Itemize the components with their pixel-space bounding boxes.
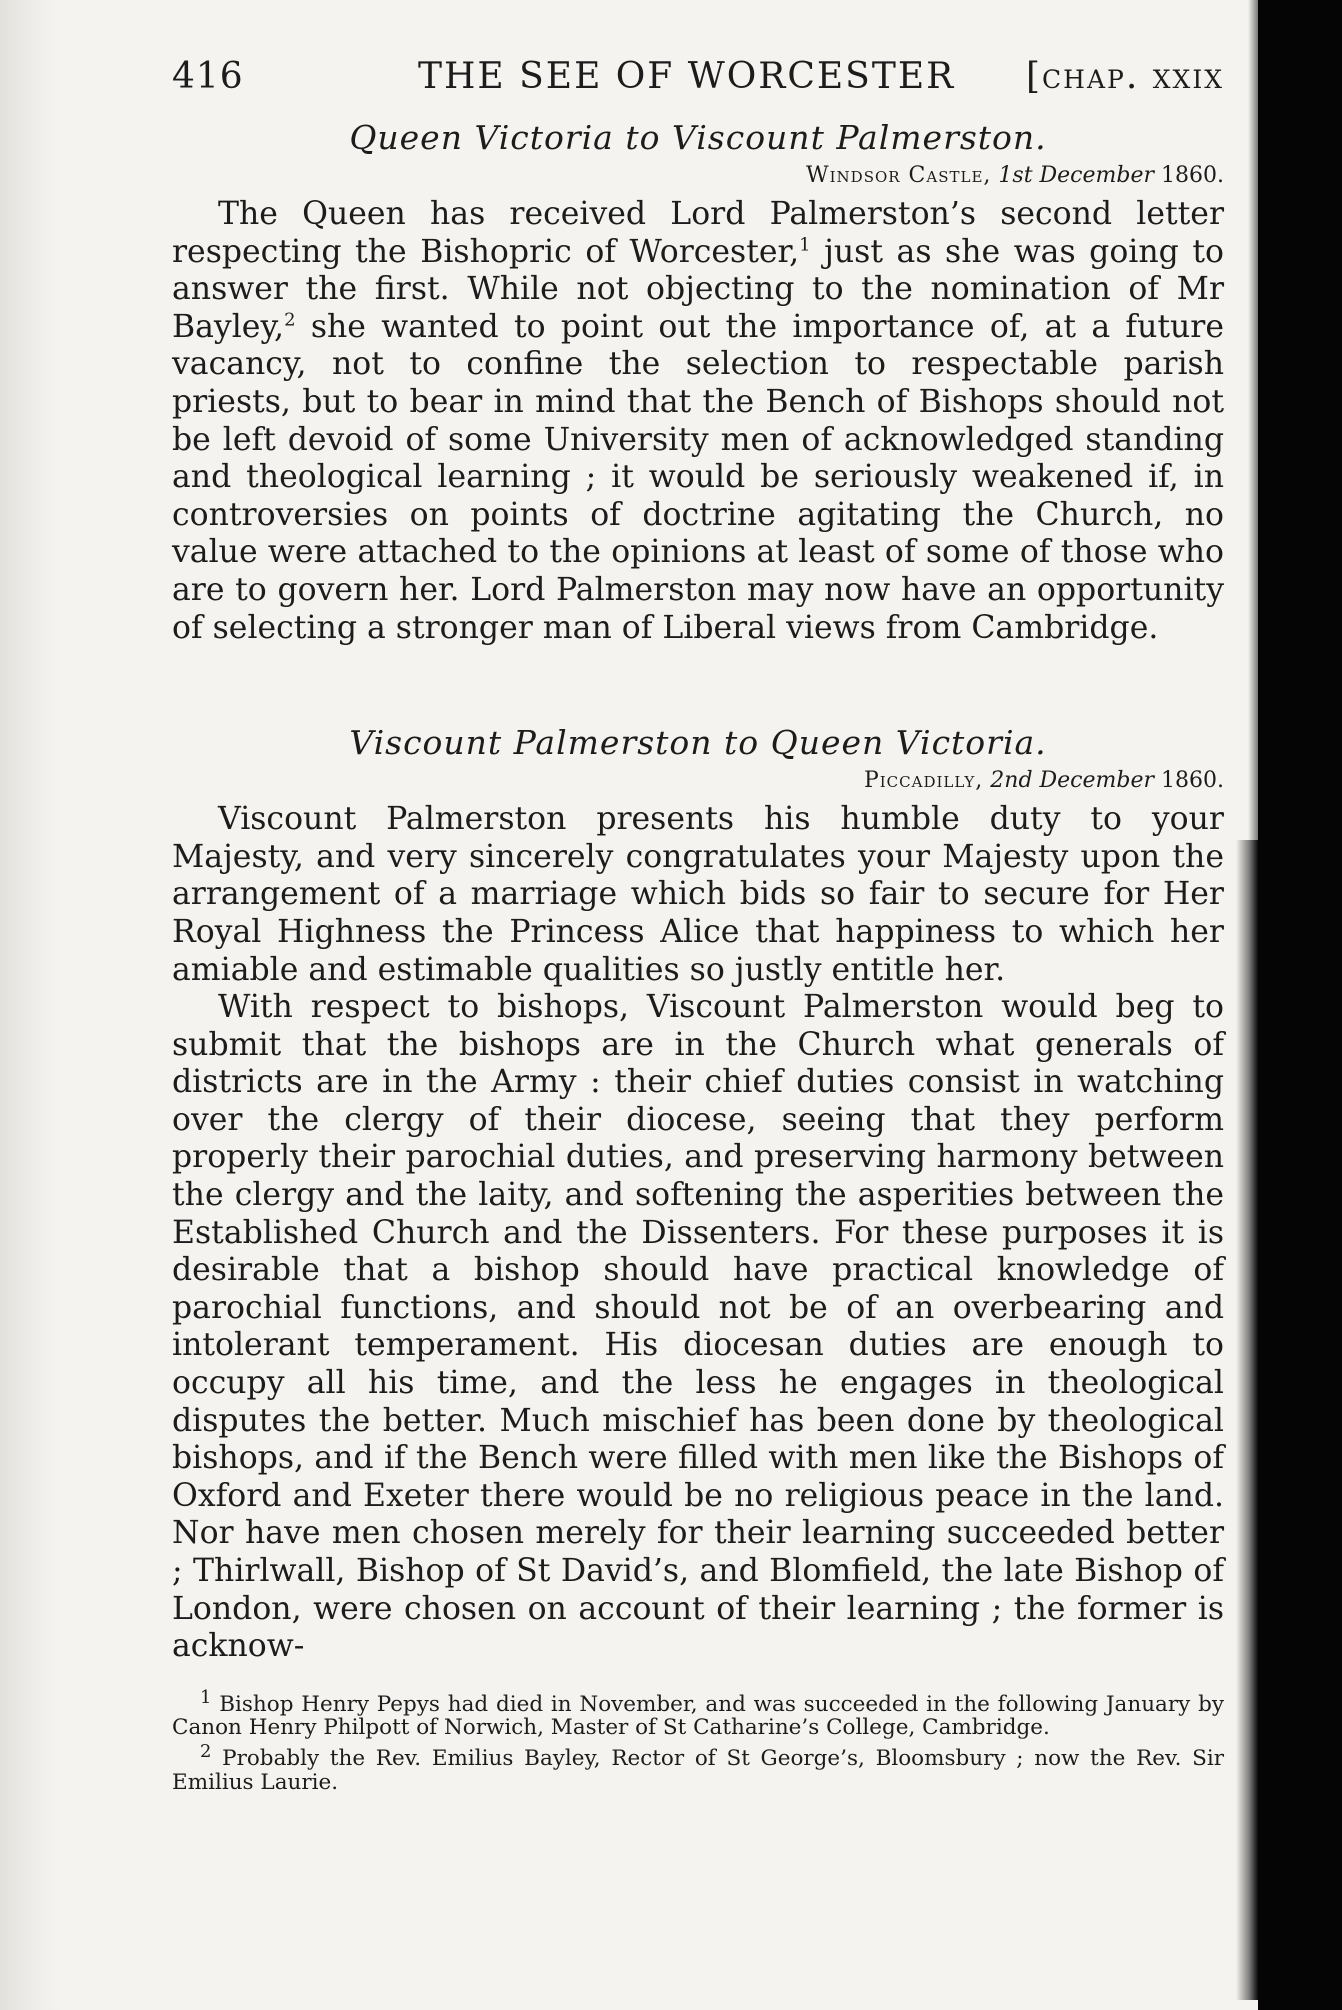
footnote — [172, 1686, 1224, 1740]
footnote-marker: 2 — [200, 1740, 212, 1762]
letter-heading: Viscount Palmerston to Queen Victoria. — [349, 723, 1047, 763]
page-number: 416 — [172, 56, 244, 97]
footnote — [172, 1740, 1224, 1794]
letter-paragraph: Viscount Palmerston presents his humble duty to your Majesty, and very sincerely congratulates your Majesty upon the arrangement of a marriage which bids so fair to secure for Her Royal Highness the Princess Alice that happiness to which her amiable and estimable qualities so justly entitle her. — [172, 801, 1224, 988]
running-head — [172, 48, 1224, 98]
chapter-reference: [chap. xxix — [1025, 56, 1224, 97]
letter-queen-to-palmerston — [172, 118, 1224, 647]
running-title: THE SEE OF WORCESTER — [418, 56, 956, 97]
dateline-year: 1860. — [1161, 768, 1224, 794]
scan-shadow-top — [1248, 0, 1258, 840]
scan-shadow-fade — [1236, 840, 1258, 2000]
footnote-marker: 1 — [200, 1686, 212, 1708]
letter-paragraph: With respect to bishops, Viscount Palmerston would beg to submit that the bishops are in the Church what generals of districts are in the Army : their chief duties consist in watching over the clergy of their diocese, seeing that they perform properly their parochial duties, and preserving harmony between the clergy and the laity, and softening the asperities between the Established Church and the Dissenters. For these purposes it is desirable that a bishop should have practical knowledge of parochial functions, and should not be of an overbearing and intolerant temperament. His diocesan duties are enough to occupy all his time, and the less he engages in theological disputes the better. Much mischief has been done by theological bishops, and if the Bench were filled with men like the Bishops of Oxford and Exeter there would be no religious peace in the land. Nor have men chosen merely for their learning succeeded better ; Thirlwall, Bishop of St David’s, and Blomfield, the late Bishop of London, were chosen on account of their learning ; the former is acknow- — [172, 989, 1224, 1665]
letter-dateline — [172, 768, 1224, 793]
footnotes — [172, 1686, 1224, 1794]
dateline-place: Piccadilly, — [863, 768, 984, 794]
dateline-day: 1st December — [998, 163, 1155, 188]
dateline-place: Windsor Castle, — [806, 163, 992, 188]
paragraph-text: The Queen has received Lord Palmerston’s second letter respecting the Bishopric of Worcester, — [172, 196, 1224, 270]
footnote-text: Bishop Henry Pepys had died in November, and was succeeded in the following January by Canon Henry Philpott of Norwich, Master of St Catharine’s College, Cambridge. — [172, 1691, 1224, 1741]
scan-gutter-left — [0, 0, 60, 2010]
letter-palmerston-to-queen — [172, 723, 1224, 1666]
footnote-text: Probably the Rev. Emilius Bayley, Rector of St George’s, Bloomsbury ; now the Rev. Sir Emilius Laurie. — [172, 1746, 1224, 1795]
dateline-year: 1860. — [1161, 163, 1224, 188]
letter-heading: Queen Victoria to Viscount Palmerston. — [349, 118, 1047, 157]
dateline-day: 2nd December — [990, 768, 1155, 794]
letter-dateline — [172, 163, 1224, 188]
footnote-reference: 2 — [284, 309, 296, 331]
section-gap — [172, 647, 1224, 703]
paragraph-text: she wanted to point out the importance of, at a future vacancy, not to confine the selection to respectable parish priests, but to bear in mind that the Bench of Bishops should not be left devoid of some University men of acknowledged standing and theological learning ; it would be seriously weakened if, in controversies on points of doctrine agitating the Church, no value were attached to the opinions at least of some of those who are to govern her. Lord Palmerston may now have an opportunity of selecting a stronger man of Liberal views from Cambridge. — [172, 308, 1224, 646]
footnote-reference: 1 — [799, 234, 811, 256]
paragraph-text: just as she was going to answer the first. While not objecting to the nomination of Mr Bayley, — [172, 233, 1224, 345]
scan-binding-edge — [1258, 0, 1342, 2010]
letter-paragraph — [172, 196, 1224, 647]
book-page — [172, 48, 1224, 1794]
